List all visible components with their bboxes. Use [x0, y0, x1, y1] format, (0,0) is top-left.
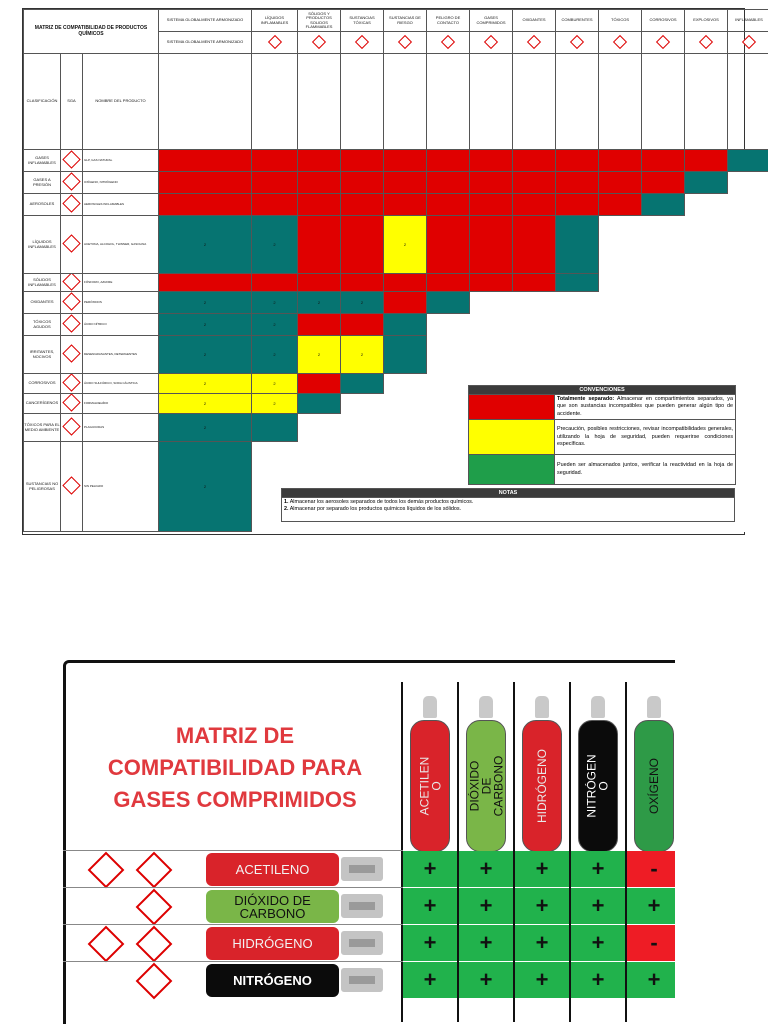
matrix-cell-empty [341, 394, 384, 414]
matrix-cell-red [298, 314, 341, 336]
row-classification: IRRITANTES, NOCIVOS [24, 336, 61, 374]
column-pictogram [556, 32, 599, 54]
gas-cylinder-header [410, 696, 450, 852]
matrix-cell-empty [642, 336, 685, 374]
matrix-cell-empty [685, 216, 728, 274]
row-classification: GASES A PRESIÓN [24, 172, 61, 194]
row-classification: SUSTANCIAS NO PELIGROSAS [24, 442, 61, 532]
matrix-cell-empty [599, 292, 642, 314]
column-header: SUSTANCIAS DE RIESGO [384, 10, 427, 32]
notes-header: NOTAS [282, 489, 735, 498]
matrix-cell-empty [470, 336, 513, 374]
hazard-pictogram-icon [62, 274, 80, 291]
matrix-cell-empty [642, 274, 685, 292]
row-separator [63, 924, 403, 925]
chemical-compatibility-matrix [22, 8, 763, 535]
column-product-list [252, 54, 298, 150]
row-sga-pictogram [61, 314, 83, 336]
header-sistema: SISTEMA GLOBALMENTE ARMONIZADO [159, 10, 252, 32]
column-pictogram [728, 32, 768, 54]
column-product-list [513, 54, 556, 150]
row-product-names: DESENGRASANTES, DETERGENTES [83, 336, 159, 374]
matrix-cell-green [685, 172, 728, 194]
convention-green-text: Pueden ser almacenados juntos, verificar la reactividad en la hoja de seguridad. [555, 455, 736, 485]
compatible-cell: + [571, 962, 625, 998]
convention-red-text: Totalmente separado: Almacenar en compartimientos separados, ya que son sustancias incompatibles que pueden generar algún tipo de accidente. [555, 395, 736, 420]
row-sga-pictogram [61, 194, 83, 216]
matrix-cell-red [341, 216, 384, 274]
notes-table [281, 488, 735, 522]
matrix-cell-empty [384, 374, 427, 394]
row-product-names: FORMALDEHÍDO [83, 394, 159, 414]
matrix-cell-green: 2 [252, 336, 298, 374]
row-product-names: SIN PELIGRO [83, 442, 159, 532]
matrix-cell-red [384, 194, 427, 216]
matrix-cell-empty [642, 216, 685, 274]
matrix-cell-red [599, 194, 642, 216]
matrix-cell-red [427, 150, 470, 172]
column-pictogram [599, 32, 642, 54]
column-pictogram [470, 32, 513, 54]
row-product-names: PERÓXIDOS [83, 292, 159, 314]
matrix-cell-empty [642, 314, 685, 336]
column-product-list [470, 54, 513, 150]
matrix-title: MATRIZ DE COMPATIBILIDAD DE PRODUCTOS QUÍMICOS [24, 10, 159, 54]
hazard-pictogram-icon [742, 35, 756, 49]
hazard-pictogram-icon [267, 35, 281, 49]
row-classification: AEROSOLES [24, 194, 61, 216]
column-header: LÍQUIDOS INFLAMABLES [252, 10, 298, 32]
matrix-cell-yellow: 2 [341, 336, 384, 374]
matrix-cell-empty [513, 314, 556, 336]
column-product-list [642, 54, 685, 150]
column-header: SUSTANCIAS TÓXICAS [341, 10, 384, 32]
column-header: INFLAMABLES [728, 10, 768, 32]
compatible-cell: + [403, 962, 457, 998]
column-product-list [341, 54, 384, 150]
compatible-cell: + [571, 925, 625, 961]
column-pictogram [513, 32, 556, 54]
hazard-pictogram-icon [62, 315, 80, 333]
compatible-cell: + [571, 888, 625, 924]
hazard-pictogram-icon [62, 293, 80, 311]
incompatible-cell: - [627, 925, 675, 961]
gas-column-label: NITRÓGEN O [585, 754, 611, 818]
gas-cylinder-header [634, 696, 674, 852]
row-separator [63, 961, 403, 962]
matrix-cell-yellow: 2 [252, 374, 298, 394]
matrix-cell-red [252, 172, 298, 194]
hazard-pictogram-icon [62, 394, 80, 412]
row-product-names: AEROSOLES INFLAMABLES [83, 194, 159, 216]
row-separator [63, 887, 403, 888]
matrix-cell-red [298, 374, 341, 394]
matrix-cell-red [252, 194, 298, 216]
column-header: CORROSIVOS [642, 10, 685, 32]
hazard-pictogram-icon [312, 35, 326, 49]
matrix-cell-red [427, 194, 470, 216]
hazard-pictogram-icon [62, 374, 80, 392]
cylinder-valve-icon [341, 968, 383, 992]
gas-column-label: ACETILEN O [417, 756, 443, 816]
gas-cylinder-header [466, 696, 506, 852]
row-sga-pictogram [61, 292, 83, 314]
column-pictogram [642, 32, 685, 54]
matrix-cell-red [384, 150, 427, 172]
matrix-cell-green [252, 414, 298, 442]
hazard-pictogram-icon [527, 35, 541, 49]
matrix-cell-empty [728, 194, 768, 216]
note-1: 1. Almacenar los aerosoles separados de todos los demás productos químicos. 2. Almacenar por separado los productos químicos líquidos de los sólidos. [282, 498, 735, 522]
hazard-pictogram-icon [441, 35, 455, 49]
matrix-cell-green: 2 [159, 314, 252, 336]
matrix-cell-red [513, 150, 556, 172]
matrix-cell-red [513, 194, 556, 216]
matrix-cell-red [427, 216, 470, 274]
gas-matrix-title: MATRIZ DE COMPATIBILIDAD PARA GASES COMPRIMIDOS [107, 723, 363, 812]
hazard-pictogram-icon [398, 35, 412, 49]
compatible-cell: + [627, 888, 675, 924]
cylinder-valve-icon [423, 696, 437, 718]
matrix-cell-empty [685, 336, 728, 374]
compatible-cell: + [459, 851, 513, 887]
gas-column-label: OXÍGENO [647, 757, 662, 815]
row-sga-pictogram [61, 216, 83, 274]
convention-green-swatch [469, 455, 555, 485]
column-pictogram [384, 32, 427, 54]
hazard-pictogram-icon [62, 477, 80, 495]
matrix-cell-red [556, 150, 599, 172]
gas-column-label: HIDRÓGENO [535, 748, 550, 824]
matrix-cell-yellow: 2 [159, 394, 252, 414]
matrix-cell-yellow: 2 [384, 216, 427, 274]
matrix-cell-empty [728, 274, 768, 292]
matrix-cell-red [599, 150, 642, 172]
row-classification: SÓLIDOS INFLAMABLES [24, 274, 61, 292]
incompatible-cell: - [627, 851, 675, 887]
matrix-cell-green: 2 [159, 414, 252, 442]
gas-cylinder-header [522, 696, 562, 852]
column-product-list [728, 54, 768, 150]
matrix-cell-empty [341, 414, 384, 442]
matrix-cell-red [298, 216, 341, 274]
cylinder-valve-icon [535, 696, 549, 718]
matrix-cell-red [341, 314, 384, 336]
hazard-pictogram-icon [62, 418, 80, 436]
matrix-cell-green: 2 [159, 336, 252, 374]
gas-row-label: ACETILENO [206, 853, 339, 886]
matrix-cell-red [642, 172, 685, 194]
row-sga-pictogram [61, 374, 83, 394]
cylinder-valve-icon [341, 857, 383, 881]
matrix-cell-empty [513, 292, 556, 314]
column-header: TÓXICOS [599, 10, 642, 32]
hazard-pictogram-icon [62, 151, 80, 169]
compatible-cell: + [515, 888, 569, 924]
matrix-cell-empty [427, 374, 470, 394]
column-product-list [159, 54, 252, 150]
gas-row-label: NITRÓGENO [206, 964, 339, 997]
column-header: SÓLIDOS Y PRODUCTOS SOLIDOS FLAMMABLES [298, 10, 341, 32]
hazard-pictogram-icon [355, 35, 369, 49]
matrix-cell-red [470, 274, 513, 292]
matrix-cell-empty [556, 292, 599, 314]
matrix-cell-empty [470, 292, 513, 314]
row-classification: CORROSIVOS [24, 374, 61, 394]
matrix-cell-empty [685, 194, 728, 216]
compatible-cell: + [403, 851, 457, 887]
column-header: GASES COMPRIMIDOS [470, 10, 513, 32]
row-classification: OXIDANTES [24, 292, 61, 314]
row-product-names: ACETONA, ALCOHOL, THINNER, GASOLINA [83, 216, 159, 274]
column-header: COMBURENTES [556, 10, 599, 32]
row-sga-pictogram [61, 414, 83, 442]
row-classification: GASES INFLAMABLES [24, 150, 61, 172]
matrix-cell-red [685, 150, 728, 172]
matrix-cell-red [341, 194, 384, 216]
matrix-cell-empty [728, 292, 768, 314]
matrix-cell-empty [728, 216, 768, 274]
row-sga-pictogram [61, 442, 83, 532]
matrix-cell-green [556, 216, 599, 274]
matrix-cell-red [252, 274, 298, 292]
gas-cylinder-header [578, 696, 618, 852]
matrix-cell-empty [685, 314, 728, 336]
compatible-cell: + [459, 962, 513, 998]
matrix-cell-empty [728, 314, 768, 336]
matrix-cell-yellow: 2 [159, 374, 252, 394]
header-clasificacion: CLASIFICACIÓN [24, 54, 61, 150]
hazard-pictogram-icon [613, 35, 627, 49]
row-classification: CANCERÍGENOS [24, 394, 61, 414]
row-classification: LÍQUIDOS INFLAMABLES [24, 216, 61, 274]
matrix-cell-empty [599, 216, 642, 274]
matrix-cell-empty [642, 292, 685, 314]
compatible-cell: + [515, 962, 569, 998]
matrix-cell-empty [599, 336, 642, 374]
column-product-list [556, 54, 599, 150]
row-sga-pictogram [61, 274, 83, 292]
row-sga-pictogram [61, 150, 83, 172]
matrix-cell-empty [470, 314, 513, 336]
matrix-cell-green: 2 [252, 314, 298, 336]
hazard-pictogram-icon [62, 173, 80, 191]
matrix-cell-yellow: 2 [252, 394, 298, 414]
row-product-names: ÁCIDO NÍTRICO [83, 314, 159, 336]
row-sga-pictogram [61, 394, 83, 414]
row-product-names: FÓSFORO, AZUFRE [83, 274, 159, 292]
hazard-pictogram-icon [699, 35, 713, 49]
row-sga-pictogram [61, 336, 83, 374]
row-product-names: ÁCIDO SULFÚRICO, SODA CÁUSTICA [83, 374, 159, 394]
hazard-pictogram-icon [484, 35, 498, 49]
matrix-cell-empty [728, 172, 768, 194]
cylinder-valve-icon [647, 696, 661, 718]
column-product-list [599, 54, 642, 150]
matrix-cell-green: 2 [159, 216, 252, 274]
compatible-cell: + [627, 962, 675, 998]
matrix-cell-empty [599, 274, 642, 292]
column-product-list [685, 54, 728, 150]
column-pictogram [252, 32, 298, 54]
hazard-pictogram-icon [62, 345, 80, 363]
compatible-cell: + [515, 851, 569, 887]
column-header: EXPLOSIVOS [685, 10, 728, 32]
matrix-cell-empty [427, 414, 470, 442]
matrix-cell-empty [685, 274, 728, 292]
matrix-cell-green: 2 [252, 292, 298, 314]
matrix-cell-red [159, 274, 252, 292]
matrix-cell-red [427, 172, 470, 194]
matrix-cell-red [298, 274, 341, 292]
header-sistema-2: SISTEMA GLOBALMENTE ARMONIZADO [159, 32, 252, 54]
matrix-cell-empty [728, 336, 768, 374]
matrix-cell-red [159, 150, 252, 172]
matrix-cell-green [642, 194, 685, 216]
compatible-cell: + [571, 851, 625, 887]
hazard-pictogram-icon [62, 195, 80, 213]
matrix-cell-empty [513, 336, 556, 374]
convention-yellow-text: Precaución, posibles restricciones, revisar incompatibilidades generales, utilizando la hoja de seguridad, pueden requerirse condiciones específicas. [555, 420, 736, 455]
matrix-cell-red [470, 150, 513, 172]
matrix-cell-red [384, 292, 427, 314]
row-separator [63, 850, 403, 851]
gas-row-label: DIÓXIDO DE CARBONO [206, 890, 339, 923]
matrix-cell-red [298, 150, 341, 172]
matrix-cell-red [513, 274, 556, 292]
matrix-cell-red [513, 172, 556, 194]
matrix-cell-red [159, 172, 252, 194]
matrix-cell-red [642, 150, 685, 172]
matrix-cell-empty [427, 336, 470, 374]
matrix-cell-red [341, 150, 384, 172]
column-header: PELIGRO DE CONTACTO [427, 10, 470, 32]
matrix-cell-red [384, 274, 427, 292]
compatible-cell: + [403, 888, 457, 924]
hazard-pictogram-icon [62, 235, 80, 253]
matrix-cell-green [728, 150, 768, 172]
matrix-cell-red [298, 172, 341, 194]
conventions-header: CONVENCIONES [469, 386, 736, 395]
matrix-cell-red [556, 194, 599, 216]
column-product-list [427, 54, 470, 150]
column-pictogram [685, 32, 728, 54]
matrix-cell-green [298, 394, 341, 414]
matrix-cell-empty [384, 394, 427, 414]
matrix-cell-green: 2 [159, 442, 252, 532]
matrix-cell-red [599, 172, 642, 194]
gas-compatibility-matrix [63, 660, 675, 1024]
row-classification: TÓXICOS PARA EL MEDIO AMBIENTE [24, 414, 61, 442]
matrix-cell-empty [298, 414, 341, 442]
conventions-table [468, 385, 736, 485]
matrix-cell-empty [427, 314, 470, 336]
matrix-cell-empty [599, 314, 642, 336]
matrix-cell-red [341, 172, 384, 194]
column-header: OXIDANTES [513, 10, 556, 32]
column-pictogram [298, 32, 341, 54]
cylinder-valve-icon [341, 931, 383, 955]
gas-row-label: HIDRÓGENO [206, 927, 339, 960]
hazard-pictogram-icon [656, 35, 670, 49]
matrix-cell-green [384, 336, 427, 374]
column-pictogram [341, 32, 384, 54]
matrix-cell-red [159, 194, 252, 216]
matrix-cell-green [341, 374, 384, 394]
matrix-cell-red [298, 194, 341, 216]
matrix-cell-red [513, 216, 556, 274]
matrix-cell-green: 2 [341, 292, 384, 314]
matrix-cell-green: 2 [159, 292, 252, 314]
matrix-cell-empty [427, 394, 470, 414]
header-nombre: NOMBRE DEL PRODUCTO [83, 54, 159, 150]
compatible-cell: + [459, 888, 513, 924]
matrix-cell-red [556, 172, 599, 194]
hazard-pictogram-icon [570, 35, 584, 49]
column-product-list [384, 54, 427, 150]
convention-red-swatch [469, 395, 555, 420]
matrix-cell-red [427, 274, 470, 292]
compatible-cell: + [459, 925, 513, 961]
matrix-cell-red [252, 150, 298, 172]
cylinder-valve-icon [479, 696, 493, 718]
column-pictogram [427, 32, 470, 54]
compatible-cell: + [515, 925, 569, 961]
matrix-cell-red [470, 172, 513, 194]
cylinder-valve-icon [591, 696, 605, 718]
row-classification: TÓXICOS AGUDOS [24, 314, 61, 336]
matrix-cell-green [384, 314, 427, 336]
row-product-names: PLAGUICIDAS [83, 414, 159, 442]
header-sga: SGA [61, 54, 83, 150]
matrix-cell-red [470, 216, 513, 274]
matrix-cell-empty [556, 314, 599, 336]
matrix-cell-empty [556, 336, 599, 374]
matrix-cell-green: 2 [298, 292, 341, 314]
matrix-cell-yellow: 2 [298, 336, 341, 374]
matrix-cell-red [470, 194, 513, 216]
matrix-cell-green [556, 274, 599, 292]
row-product-names: OXÍGENO, NITRÓGENO [83, 172, 159, 194]
matrix-cell-red [384, 172, 427, 194]
convention-yellow-swatch [469, 420, 555, 455]
row-sga-pictogram [61, 172, 83, 194]
matrix-cell-green: 2 [252, 216, 298, 274]
cylinder-valve-icon [341, 894, 383, 918]
compatible-cell: + [403, 925, 457, 961]
matrix-cell-green [427, 292, 470, 314]
matrix-cell-empty [384, 414, 427, 442]
column-product-list [298, 54, 341, 150]
matrix-cell-red [341, 274, 384, 292]
gas-column-label: DIÓXIDO DE CARBONO [467, 755, 505, 817]
row-product-names: GLP, GAS NATURAL [83, 150, 159, 172]
matrix-cell-empty [685, 292, 728, 314]
